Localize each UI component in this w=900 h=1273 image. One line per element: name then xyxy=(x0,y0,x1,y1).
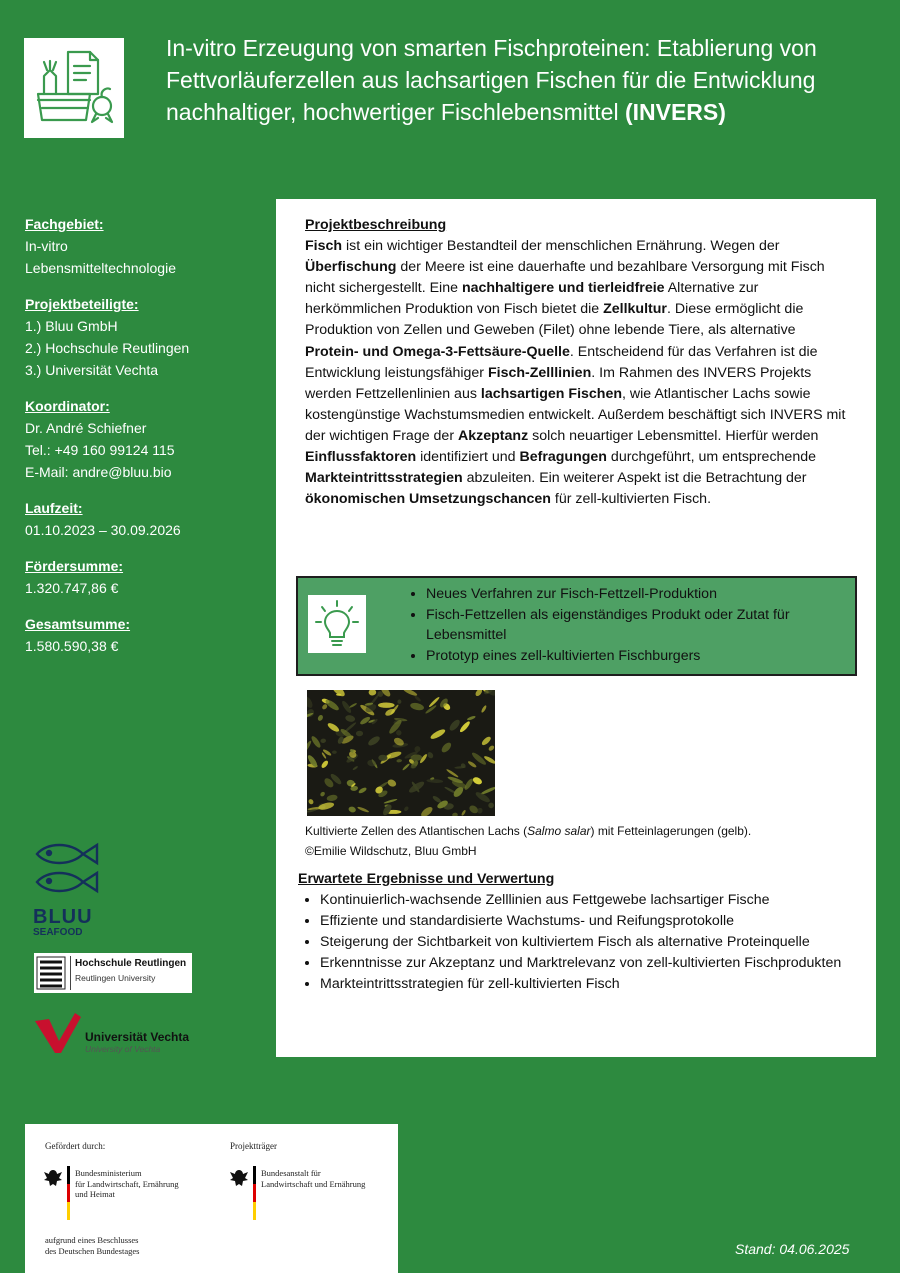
resolution-line: des Deutschen Bundestages xyxy=(45,1246,140,1256)
cell-speck xyxy=(358,786,368,794)
cell-speck xyxy=(318,801,335,811)
caption-text-end: ) mit Fetteinlagerungen (gelb). xyxy=(590,824,752,838)
cell-speck xyxy=(463,777,474,791)
description-emphasis: nachhaltigere und tierleidfreie xyxy=(461,280,665,297)
cell-speck xyxy=(383,798,397,804)
cell-speck xyxy=(319,791,325,797)
description-emphasis: Überfischung xyxy=(305,259,397,276)
german-flag-stripe xyxy=(67,1166,70,1220)
total-label: Gesamtsumme: xyxy=(25,616,131,632)
hsr-name: Hochschule Reutlingen xyxy=(75,958,187,969)
description-text: . Diese ermöglicht die Produktion von Zellen und Geweben (Filet) ohne lebende Tiere, als alternative xyxy=(305,301,804,339)
coordinator-label: Koordinator: xyxy=(25,398,110,414)
project-facts-sidebar xyxy=(25,213,265,657)
result-item: • Erkenntnisse zur Akzeptanz und Marktrelevanz von zell-kultivierten Fischprodukten xyxy=(320,953,858,974)
cell-speck xyxy=(349,702,358,708)
duration-label: Laufzeit: xyxy=(25,500,83,516)
agency-line: Bundesanstalt für xyxy=(261,1168,321,1178)
bluu-logo xyxy=(33,840,113,938)
page-title xyxy=(166,32,876,128)
cell-speck xyxy=(472,776,483,786)
field-line: In-vitro xyxy=(25,238,68,254)
description-text: abzuleiten. Ein weiterer Aspekt ist die Betrachtung der xyxy=(462,470,807,487)
cell-speck xyxy=(326,794,338,802)
cell-speck xyxy=(446,768,459,778)
funded-by-label: Gefördert durch: xyxy=(45,1141,106,1151)
title-main: In-vitro Erzeugung von smarten Fischproteinen: Etablierung von Fettvorläuferzellen aus lachsartigen Fischen für die Entwicklung nachhaltiger, hochwertiger Fischlebensmittel xyxy=(166,35,817,125)
cell-speck xyxy=(386,778,397,788)
status-date: Stand: 04.06.2025 xyxy=(735,1241,850,1257)
cell-speck xyxy=(488,745,495,752)
cell-speck xyxy=(461,809,467,816)
highlights-list xyxy=(406,584,866,666)
cell-speck xyxy=(402,763,411,771)
cell-culture-photo xyxy=(307,690,495,816)
coordinator-name: Dr. André Schiefner xyxy=(25,420,147,436)
ministry-line: für Landwirtschaft, Ernährung xyxy=(75,1178,179,1189)
funder-logos xyxy=(25,1124,398,1273)
description-text: durchgeführt, um entsprechende xyxy=(606,449,816,466)
cell-speck xyxy=(307,695,314,710)
cell-speck xyxy=(467,715,476,721)
project-description xyxy=(305,215,850,510)
description-text: der Meere ist eine dauerhafte und bezahlbare Versorgung mit Fisch nicht sichergestellt. Eine xyxy=(305,259,825,297)
highlight-item: • Prototyp eines zell-kultivierten Fischburgers xyxy=(426,646,866,667)
partners-label: Projektbeteiligte: xyxy=(25,296,139,312)
description-text: , wie Atlantischer Lachs sowie kostengünstige Wachstumsmedien entwickelt. Außerdem beschäftigt sich INVERS mit der wichtigen Frage der xyxy=(305,385,846,444)
duration-value: 01.10.2023 – 30.09.2026 xyxy=(25,522,181,538)
cell-speck xyxy=(356,731,363,737)
description-emphasis: Fisch-Zelllinien xyxy=(487,364,592,381)
cell-speck xyxy=(452,812,458,816)
results-heading: Erwartete Ergebnisse und Verwertung xyxy=(298,871,555,887)
partner-item: 1.) Bluu GmbH xyxy=(25,318,118,334)
hochschule-reutlingen-logo xyxy=(34,953,192,993)
funding-value: 1.320.747,86 € xyxy=(25,580,119,596)
expected-results xyxy=(298,869,858,996)
food-logo xyxy=(24,38,124,138)
cell-speck xyxy=(459,720,472,733)
caption-text: Kultivierte Zellen des Atlantischen Lachs ( xyxy=(305,824,528,838)
cell-speck xyxy=(487,802,494,809)
ministry-name xyxy=(75,1168,179,1200)
description-text: solch neuartiger Lebensmittel. Hierfür werden xyxy=(528,427,819,444)
bluu-wordmark: BLUU xyxy=(33,906,93,928)
cell-speck xyxy=(348,806,357,813)
cell-speck xyxy=(368,690,376,696)
description-text: . Im Rahmen des INVERS Projekts werden Fettzellenlinien aus xyxy=(305,364,812,402)
field-line: Lebensmitteltechnologie xyxy=(25,260,176,276)
cell-speck xyxy=(426,751,434,759)
ministry-line: und Heimat xyxy=(75,1189,115,1199)
german-flag-stripe xyxy=(253,1166,256,1220)
cell-speck xyxy=(426,779,443,784)
vegetable-crate-icon xyxy=(24,38,124,138)
result-item: • Markteintrittsstrategien für zell-kultivierten Fisch xyxy=(320,974,858,995)
agency-line: Landwirtschaft und Ernährung xyxy=(261,1178,366,1189)
cell-speck xyxy=(467,760,477,768)
funding-label: Fördersumme: xyxy=(25,558,124,574)
bluu-sub: SEAFOOD xyxy=(33,927,83,938)
cell-speck xyxy=(320,760,329,770)
cell-speck xyxy=(378,703,395,708)
cell-speck xyxy=(403,806,409,812)
bundestag-resolution xyxy=(45,1235,139,1257)
description-emphasis: lachsartigen Fischen xyxy=(480,385,623,402)
description-emphasis: Markteintrittsstrategien xyxy=(305,470,463,487)
description-emphasis: Akzeptanz xyxy=(458,427,529,444)
coordinator-phone: Tel.: +49 160 99124 115 xyxy=(25,442,175,458)
cell-speck xyxy=(414,695,422,702)
description-emphasis: Protein- und Omega-3-Fettsäure-Quelle xyxy=(305,343,570,360)
cell-speck xyxy=(317,714,324,722)
highlights-box xyxy=(296,576,857,676)
caption-credit: ©Emilie Wildschutz, Bluu GmbH xyxy=(305,844,477,858)
universitaet-vechta-logo xyxy=(35,1011,205,1055)
highlight-item: • Neues Verfahren zur Fisch-Fettzell-Produktion xyxy=(426,584,866,605)
highlight-item: • Fisch-Fettzellen als eigenständiges Produkt oder Zutat für Lebensmittel xyxy=(426,605,866,646)
cell-speck xyxy=(410,702,425,712)
description-emphasis: ökonomischen Umsetzungschancen xyxy=(305,491,551,508)
description-text: ist ein wichtiger Bestandteil der menschlichen Ernährung. Wegen der xyxy=(342,238,780,255)
cell-speck xyxy=(474,690,483,697)
cell-speck xyxy=(396,759,402,763)
cell-speck xyxy=(307,740,312,754)
coordinator-email[interactable]: E-Mail: andre@bluu.bio xyxy=(25,464,172,480)
description-text: für zell-kultivierten Fisch. xyxy=(550,491,712,508)
cell-speck xyxy=(352,766,358,771)
result-item: • Effiziente und standardisierte Wachstums- und Reifungsprotokolle xyxy=(320,911,858,932)
cell-speck xyxy=(359,715,371,725)
federal-eagle-icon xyxy=(43,1168,63,1195)
result-item: • Kontinuierlich-wachsende Zelllinien aus Fettgewebe lachsartiger Fische xyxy=(320,890,858,911)
description-text: identifiziert und xyxy=(416,449,520,466)
uv-name: Universität Vechta xyxy=(85,1030,190,1044)
description-emphasis: Befragungen xyxy=(519,449,607,466)
description-emphasis: Fisch xyxy=(305,238,343,255)
cell-speck xyxy=(320,738,326,743)
cell-speck xyxy=(448,718,462,732)
partner-item: 2.) Hochschule Reutlingen xyxy=(25,340,190,356)
federal-eagle-icon xyxy=(229,1168,249,1195)
results-list xyxy=(298,890,858,995)
cell-speck xyxy=(429,728,446,741)
description-text: . Entscheidend für das Verfahren ist die Entwicklung leistungsfähiger xyxy=(305,343,818,381)
total-value: 1.580.590,38 € xyxy=(25,638,119,654)
lightbulb-icon xyxy=(308,595,366,653)
title-acronym: (INVERS) xyxy=(624,99,726,125)
photo-caption xyxy=(305,821,855,861)
ministry-line: Bundesministerium xyxy=(75,1168,142,1178)
cell-speck xyxy=(308,798,315,805)
cell-speck xyxy=(397,699,401,704)
description-emphasis: Einflussfaktoren xyxy=(305,449,417,466)
uv-sub: University of Vechta xyxy=(85,1044,161,1054)
field-label: Fachgebiet: xyxy=(25,216,104,232)
cell-speck xyxy=(332,750,337,753)
vechta-v-icon xyxy=(35,1011,81,1055)
result-item: • Steigerung der Sichtbarkeit von kultiviertem Fisch als alternative Proteinquelle xyxy=(320,932,858,953)
hsr-sub: Reutlingen University xyxy=(75,973,156,983)
cell-speck xyxy=(357,806,370,813)
cell-speck xyxy=(367,735,382,748)
agency-name xyxy=(261,1168,365,1189)
description-body xyxy=(305,238,845,507)
fish-icon xyxy=(33,840,113,902)
cell-speck xyxy=(440,741,453,754)
description-text: Alternative zur herkömmlichen Produktion von Fisch bietet die xyxy=(305,280,759,318)
cell-speck xyxy=(310,735,322,749)
cell-speck xyxy=(419,805,434,816)
sponsor-label: Projektträger xyxy=(230,1141,277,1151)
caption-species: Salmo salar xyxy=(527,824,591,838)
cell-speck xyxy=(345,714,356,722)
cell-speck xyxy=(480,735,492,746)
description-heading: Projektbeschreibung xyxy=(305,217,447,233)
description-emphasis: Zellkultur xyxy=(603,301,667,318)
cell-speck xyxy=(378,755,387,761)
cell-speck xyxy=(330,690,346,698)
cell-speck xyxy=(476,807,483,815)
cell-speck xyxy=(481,705,488,714)
coat-of-arms-icon xyxy=(36,956,66,990)
partner-item: 3.) Universität Vechta xyxy=(25,362,159,378)
resolution-line: aufgrund eines Beschlusses xyxy=(45,1235,139,1245)
project-panel xyxy=(276,199,876,1057)
